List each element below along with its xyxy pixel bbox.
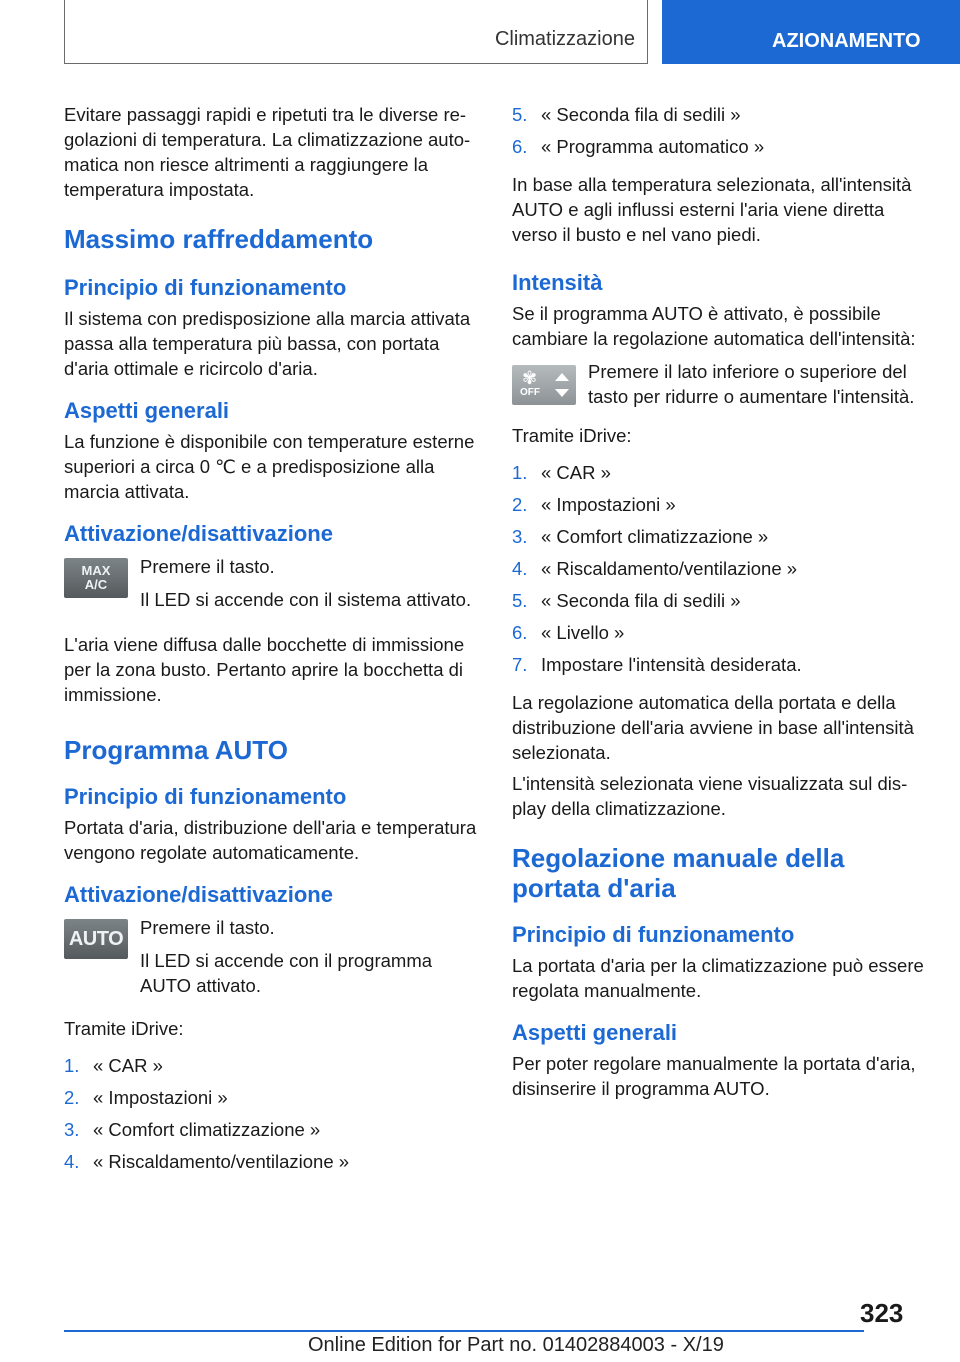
list-item: 4. « Riscaldamento/ventilazione » [512,558,798,579]
heading-activation-1: Attivazione/disattivazione [64,521,333,546]
activation-2-step: Premere il tasto. [140,917,275,938]
general-3-text: Per poter regolare manualmente la portata d'aria, disinserire il programma AUTO. [512,1053,916,1099]
footer-edition: Online Edition for Part no. 01402884003 - X/19 [308,1334,724,1356]
intensity-text: Se il programma AUTO è attivato, è possibile cambiare la regolazione automatica dell'intensità: [512,303,916,349]
fan-instruction [512,359,926,409]
arrow-down-icon [555,389,569,397]
auto-instruction [64,913,478,998]
heading-auto-program: Programma AUTO [64,735,288,765]
heading-activation-2: Attivazione/disattivazione [64,882,333,907]
idrive-label-left: Tramite iDrive: [64,1018,184,1039]
air-direction-text: In base alla temperatura selezionata, all'intensità AUTO e agli influssi esterni l'aria viene diretta verso il busto e nel vano piedi. [512,174,912,245]
max-ac-button-icon [64,558,128,598]
fan-off-label: OFF [520,387,540,398]
activation-2-led-text: Il LED si accende con il programma AUTO attivato. [140,950,433,996]
fan-button-icon [512,365,576,405]
idrive-steps-right [512,460,926,684]
footer-divider [64,1330,864,1332]
auto-button-icon: AUTO [64,919,128,959]
list-item: 6. « Livello » [512,622,625,643]
left-column [64,102,478,1187]
list-item: 3. « Comfort climatizzazione » [64,1119,321,1140]
list-item: 1. « CAR » [64,1055,163,1076]
max-ac-instruction [64,552,478,612]
principle-3-text: La portata d'aria per la climatizzazione può essere regolata manualmente. [512,955,924,1001]
activation-1-led: Il LED si accende con il sistema attivato. [140,589,472,610]
heading-principle-3: Principio di funzionamento [512,922,795,947]
general-1-text: La funzione è disponibile con temperature esterne superiori a circa 0 ℃ e a predisposizione alla marcia attivata. [64,431,475,502]
fan-icon: ✾ [522,368,538,388]
principle-2-text: Portata d'aria, distribuzione dell'aria e temperatura vengono regolate automaticamente. [64,817,477,863]
heading-max-cooling: Massimo raffreddamento [64,224,374,254]
header-section-title: Climatizzazione [494,28,635,50]
list-item: 6. « Programma automatico » [512,136,765,157]
max-ac-label-bottom: A/C [84,577,108,592]
fan-instruction-text: Premere il lato inferiore o superiore del tasto per ridurre o aumentare l'intensità. [588,361,915,407]
heading-manual-airflow: Regolazione manuale della portata d'aria [512,843,845,903]
header-section-box [64,0,648,64]
list-item: 5. « Seconda fila di sedili » [512,104,741,125]
arrow-up-icon [555,373,569,381]
list-item: 2. « Impostazioni » [512,494,676,515]
right-column [512,102,926,1111]
idrive-steps-left [64,1053,478,1181]
heading-general-1: Aspetti generali [64,398,230,423]
max-ac-label-top: MAX [81,563,111,578]
list-item: 4. « Riscaldamento/ventilazione » [64,1151,350,1172]
idrive-steps-continued [512,102,926,166]
intro-paragraph: Evitare passaggi rapidi e ripetuti tra le diverse regolazioni di temperatura. La climatizzazione automatica non riesce altrimenti a raggiungere la temperatura impostata. [64,104,471,200]
regulation-text: La regolazione automatica della portata e della distribuzione dell'aria avviene in base all'intensità selezionata. [512,692,914,763]
idrive-label-right: Tramite iDrive: [512,425,632,446]
header-chapter-tab: AZIONAMENTO [662,0,960,64]
list-item: 2. « Impostazioni » [64,1087,228,1108]
page-number: 323 [860,1298,904,1328]
principle-1-text: Il sistema con predisposizione alla marcia attivata passa alla temperatura più bassa, con portata d'aria ottimale e ricircolo d'aria. [64,308,471,379]
heading-intensity: Intensità [512,270,603,295]
list-item: 7. Impostare l'intensità desiderata. [512,654,802,675]
activation-1-step: Premere il tasto. [140,556,275,577]
heading-general-3: Aspetti generali [512,1020,678,1045]
list-item: 3. « Comfort climatizzazione » [512,526,769,547]
heading-principle-1: Principio di funzionamento [64,275,347,300]
air-diffusion-text: L'aria viene diffusa dalle bocchette di immissione per la zona busto. Pertanto aprire la bocchetta di immissione. [64,634,465,705]
heading-principle-2: Principio di funzionamento [64,784,347,809]
list-item: 5. « Seconda fila di sedili » [512,590,741,611]
list-item: 1. « CAR » [512,462,611,483]
display-text: L'intensità selezionata viene visualizzata sul display della climatizzazione. [512,773,908,819]
